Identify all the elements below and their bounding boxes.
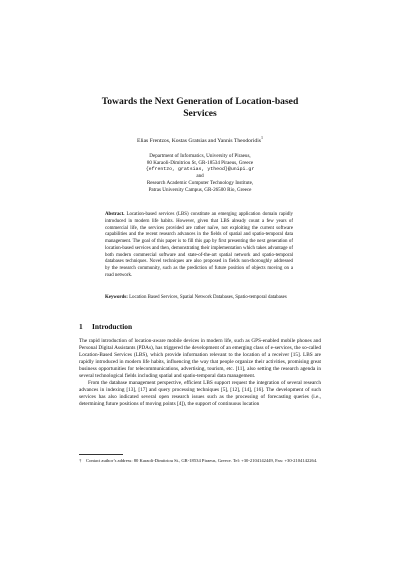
keywords (105, 295, 293, 302)
footnote-text: Contact author’s address: 80 Karaoli-Dimitriou St., GR-18534 Piraeus, Greece. Tel: +30-2104142449, Fax: +30-2104142264. (86, 458, 318, 463)
footnote (79, 458, 321, 464)
section-number: 1 (79, 322, 83, 331)
section-heading (79, 322, 321, 331)
affiliation-block (80, 153, 320, 194)
section-title: Introduction (92, 322, 133, 331)
paper-title (60, 96, 340, 120)
body-paragraph-1: The rapid introduction of location-aware mobile devices in modern life, such as GPS-enabled mobile phones and Personal Digital Assistants (PDAs), has triggered the development of an emerging class of e-services, the so-called Location-Based Services (LBS), which provide information relevant to the location of a receiver [15]. LBS are rapidly introduced in modern life habits, influencing the way that people organize their activities, promising great business opportunities for telecommunications, advertising, tourism, etc. [11], also setting the research agenda in several technological fields including spatial and spatio-temporal data management. (79, 338, 321, 380)
author-footnote-mark: 1 (260, 135, 263, 140)
author-list (40, 134, 360, 145)
keywords-text: Location Based Services, Spatial Network Databases, Spatio-temporal databases (129, 295, 287, 300)
footnote-mark: † (79, 458, 82, 463)
footnote-rule (79, 454, 123, 455)
abstract (105, 212, 293, 280)
affiliation-and: and (196, 173, 204, 180)
title-line-1: Towards the Next Generation of Location-based (101, 96, 299, 107)
section-body (79, 338, 321, 408)
affiliation-line-5: Patras University Campus, GR-26500 Rio, Greece (148, 186, 252, 193)
title-line-2: Services (183, 108, 217, 119)
affiliation-line-4: Research Academic Computer Technology Institute, (146, 180, 254, 187)
keywords-label: Keywords: (105, 295, 128, 300)
body-paragraph-2: From the database management perspective, efficient LBS support request the integration of several research advances in indexing [13], [17] and query processing techniques [5], [12], [14], [16]. The development of such services has also indicated several open research issues such as the processing of forecasting queries (i.e., determining future positions of moving points [4]), the support of continuous location (79, 380, 321, 408)
affiliation-line-1: Department of Informatics, University of Piraeus, (149, 153, 251, 159)
abstract-label: Abstract. (105, 212, 125, 217)
affiliation-line-2: 80 Karaoli-Dimitriou St, GR-18534 Piraeus, Greece (146, 159, 254, 166)
authors-text: Elias Frentzos, Kostas Gratsias and Yannis Theodoridis (137, 137, 261, 144)
author-emails: {efrentzo, gratsias, ytheod}@unipi.gr (145, 166, 255, 172)
abstract-text: Location-based services (LBS) constitute an emerging application domain rapidly introduced in modern life habits. However, given that LBS already count a few years of commercial life, the services provided are rather naïve, not exploiting the current software capabilities and the recent research advances in the fields of spatial and spatio-temporal data management. The goal of this paper is to fill this gap by first presenting the next generation of location-based services and then, demonstrating their implementation which takes advantage of both modern commercial software and state-of-the-art spatial network and spatio-temporal databases techniques. Novel techniques are also proposed in fields non-thoroughly addressed by the research community, such as the prediction of future position of objects moving on a road network. (105, 212, 293, 278)
